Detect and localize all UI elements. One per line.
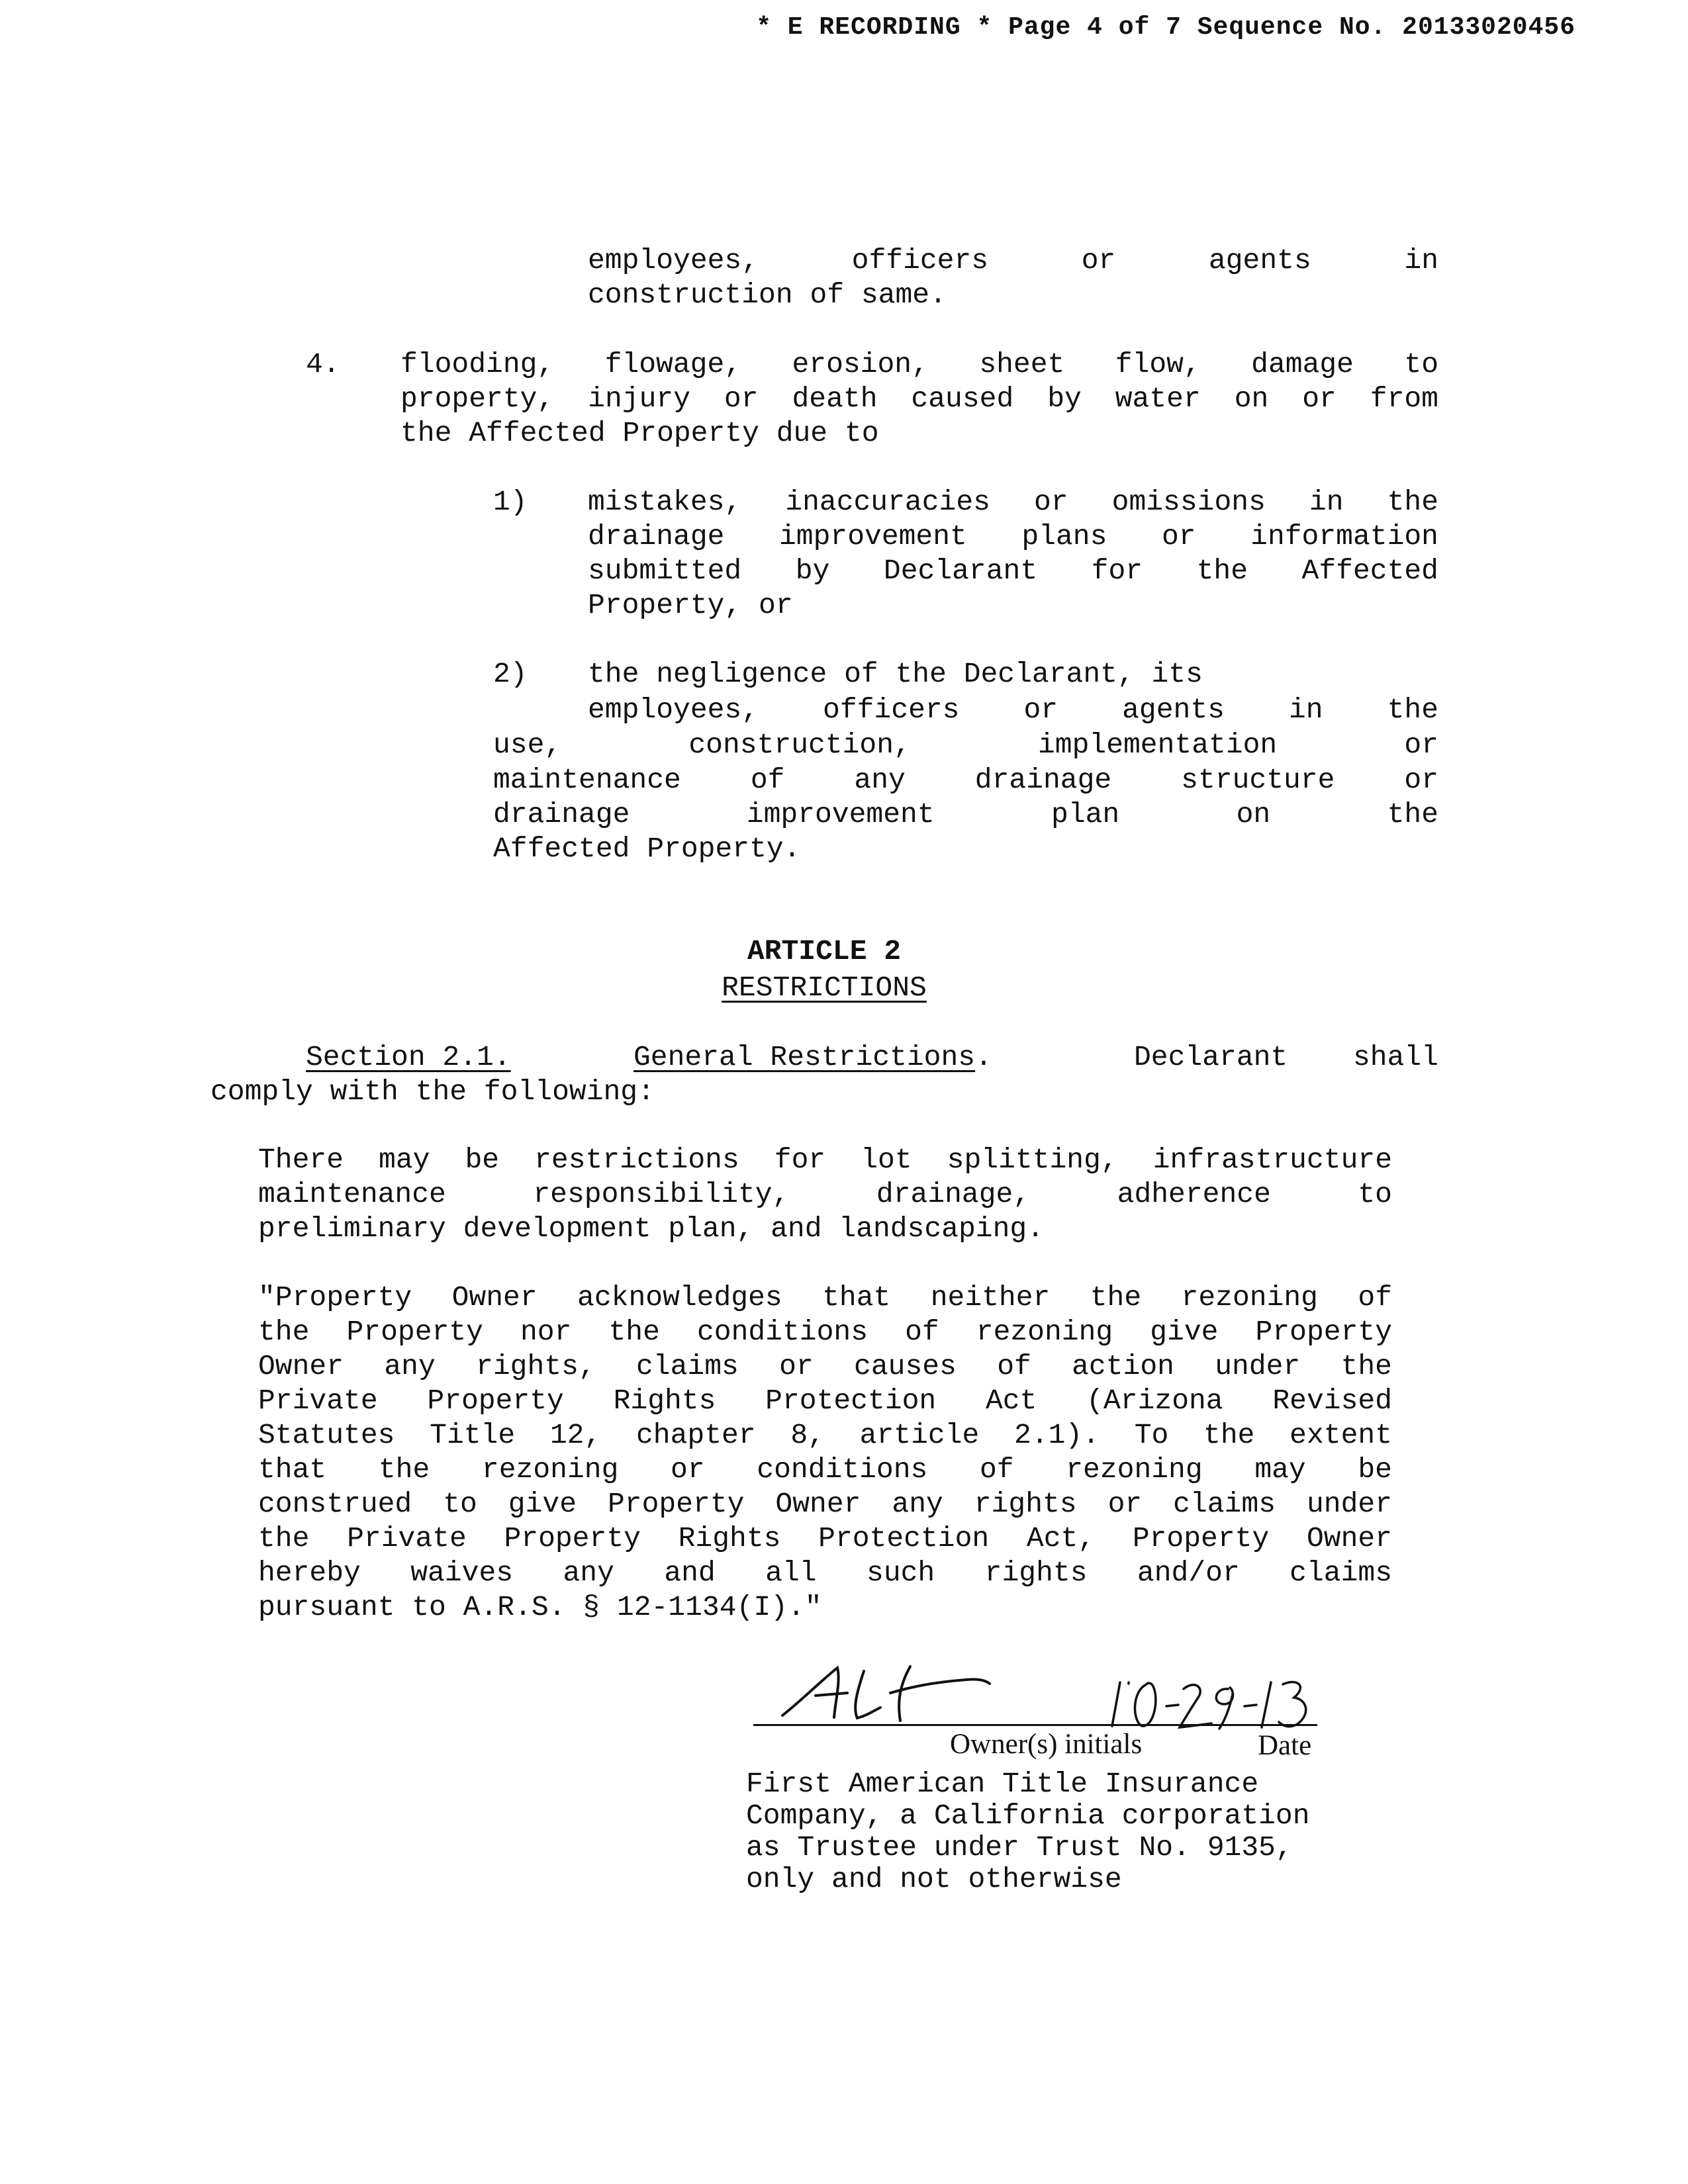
handwritten-initials bbox=[774, 1655, 993, 1727]
text-line: drainage improvement plans or information bbox=[588, 520, 1438, 553]
text-line: pursuant to A.R.S. § 12-1134(I)." bbox=[258, 1591, 822, 1623]
handwritten-date bbox=[1105, 1674, 1317, 1731]
text-line: as Trustee under Trust No. 9135, bbox=[746, 1831, 1293, 1864]
text-line: construction of same. bbox=[588, 279, 947, 311]
text-line: Property, or bbox=[588, 589, 793, 621]
initials-label: Owner(s) initials bbox=[950, 1729, 1143, 1760]
section-title-text: General Restrictions bbox=[633, 1041, 976, 1073]
section-title bbox=[633, 1040, 992, 1075]
text-line: First American Title Insurance bbox=[746, 1768, 1259, 1800]
text-line: only and not otherwise bbox=[746, 1863, 1122, 1895]
article-title: ARTICLE 2 bbox=[747, 935, 902, 968]
text-line: preliminary development plan, and landscaping. bbox=[258, 1212, 1044, 1245]
text-line: Affected Property. bbox=[493, 833, 801, 865]
text-line: the Affected Property due to bbox=[400, 417, 879, 449]
text-line: Private Property Rights Protection Act (Arizona Revised bbox=[258, 1385, 1392, 1417]
signature-line bbox=[753, 1724, 1317, 1726]
text-line: "Property Owner acknowledges that neither the rezoning of bbox=[258, 1281, 1392, 1314]
text-line: mistakes, inaccuracies or omissions in the bbox=[588, 486, 1438, 518]
text-line: property, injury or death caused by water on or from bbox=[400, 383, 1438, 415]
text-line: comply with the following: bbox=[211, 1075, 655, 1108]
text-line: that the rezoning or conditions of rezoning may be bbox=[258, 1453, 1392, 1486]
section-lead: Declarant shall bbox=[1134, 1041, 1438, 1073]
text-line: maintenance of any drainage structure or bbox=[493, 764, 1438, 796]
text-line: Company, a California corporation bbox=[746, 1799, 1310, 1832]
text-line: maintenance responsibility, drainage, adherence to bbox=[258, 1178, 1392, 1210]
date-label: Date bbox=[1258, 1730, 1312, 1761]
recording-header: * E RECORDING * Page 4 of 7 Sequence No. 20133020456 bbox=[756, 13, 1575, 42]
text-line: Owner any rights, claims or causes of action under the bbox=[258, 1350, 1392, 1383]
text-line: Statutes Title 12, chapter 8, article 2.1). To the extent bbox=[258, 1419, 1392, 1451]
list-number: 4. bbox=[306, 348, 340, 381]
text-line: the Property nor the conditions of rezoning give Property bbox=[258, 1316, 1392, 1348]
text-line: the Private Property Rights Protection Act, Property Owner bbox=[258, 1522, 1392, 1555]
article-subtitle: RESTRICTIONS bbox=[722, 972, 927, 1004]
text-line: flooding, flowage, erosion, sheet flow, damage to bbox=[400, 348, 1438, 381]
text-line: hereby waives any and all such rights and/or claims bbox=[258, 1557, 1392, 1589]
text-line: construed to give Property Owner any rights or claims under bbox=[258, 1488, 1392, 1520]
text-line: There may be restrictions for lot splitting, infrastructure bbox=[258, 1144, 1392, 1176]
text-line: drainage improvement plan on the bbox=[493, 798, 1438, 831]
list-number: 2) bbox=[493, 658, 528, 690]
text-line: the negligence of the Declarant, its bbox=[588, 658, 1203, 690]
section-title-period: . bbox=[975, 1041, 992, 1073]
text-line: employees, officers or agents in bbox=[588, 244, 1438, 277]
text-line: submitted by Declarant for the Affected bbox=[588, 555, 1438, 587]
list-number: 1) bbox=[493, 486, 528, 518]
text-line: use, construction, implementation or bbox=[493, 729, 1438, 761]
section-number: Section 2.1. bbox=[306, 1041, 511, 1073]
section-heading-line bbox=[306, 1040, 1438, 1075]
text-line: employees, officers or agents in the bbox=[588, 694, 1438, 726]
